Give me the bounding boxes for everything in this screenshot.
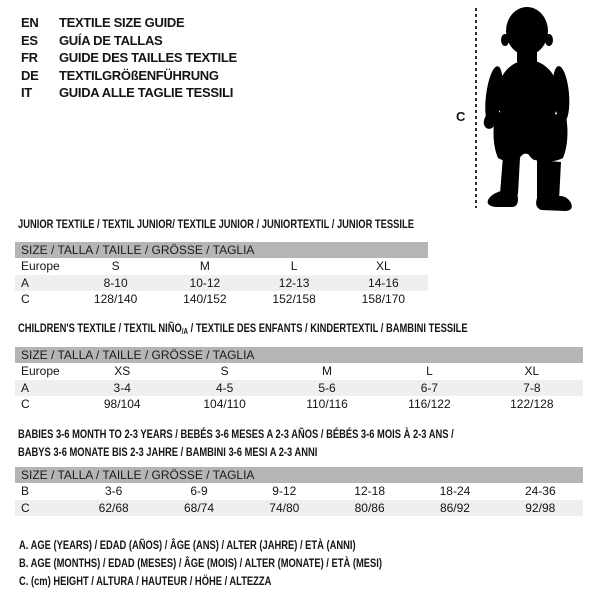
table-title-line (18, 215, 414, 233)
size-value: M (199, 259, 210, 274)
row-label: C (21, 292, 30, 307)
size-table-junior (15, 242, 428, 308)
toddler-silhouette-icon (482, 4, 600, 214)
size-value: 116/122 (408, 397, 451, 412)
row-label: A (21, 275, 30, 290)
size-value: 74/80 (269, 500, 300, 515)
table-row (15, 275, 428, 292)
row-label: C (21, 500, 30, 515)
size-value: 80/86 (354, 500, 385, 515)
size-value: 8-10 (103, 275, 128, 290)
size-value: 110/116 (306, 397, 348, 412)
language-row (21, 49, 237, 67)
table-title-children (18, 319, 468, 341)
table-row (15, 396, 583, 413)
size-value: 98/104 (103, 397, 141, 412)
size-value: 3-4 (113, 380, 131, 395)
language-label: TEXTILGRÖßENFÜHRUNG (59, 67, 219, 83)
language-label: GUIDA ALLE TAGLIE TESSILI (59, 85, 234, 101)
title-text: JUNIOR TEXTILE / TEXTIL JUNIOR/ TEXTILE JUNIOR / JUNIORTEXTIL / JUNIOR TESSILE (18, 217, 414, 231)
size-value: 9-12 (272, 484, 297, 499)
title-text: BABIES 3-6 MONTH TO 2-3 YEARS / BEBÉS 3-6 MESES A 2-3 AÑOS / BÉBÉS 3-6 MOIS À 2-3 ANS / (18, 427, 454, 441)
size-value: 12-18 (354, 484, 385, 499)
size-header-bar: SIZE / TALLA / TAILLE / GRÖSSE / TAGLIA (15, 467, 583, 483)
row-label: Europe (21, 259, 60, 274)
table-title-babies (18, 425, 454, 461)
size-value: 18-24 (439, 484, 471, 499)
language-row (21, 67, 237, 85)
title-subscript: /A (181, 327, 189, 336)
table-title-line (18, 425, 454, 443)
size-value: 158/170 (361, 292, 406, 307)
language-label: GUIDE DES TAILLES TEXTILE (59, 50, 237, 66)
size-value: S (111, 259, 120, 274)
size-value: 62/68 (98, 500, 129, 515)
size-value: 128/140 (93, 292, 138, 307)
size-value: 7-8 (523, 380, 541, 395)
size-value: 68/74 (183, 500, 214, 515)
size-value: 152/158 (272, 292, 316, 307)
language-code: FR (21, 50, 38, 66)
size-value: 12-13 (278, 275, 310, 290)
language-row (21, 14, 237, 32)
size-value: 10-12 (189, 275, 221, 290)
table-title-line (18, 319, 468, 341)
language-code: IT (21, 85, 32, 101)
table-title-line (18, 443, 454, 461)
title-text: / TEXTILE DES ENFANTS / KINDERTEXTIL / BAMBINI TESSILE (188, 321, 468, 335)
language-code: EN (21, 15, 39, 30)
size-header-bar: SIZE / TALLA / TAILLE / GRÖSSE / TAGLIA (15, 347, 583, 363)
table-title-junior (18, 215, 414, 233)
size-value: 14-16 (368, 275, 399, 290)
language-row (21, 84, 237, 102)
language-row (21, 32, 237, 50)
title-text: CHILDREN'S TEXTILE / TEXTIL NIÑO (18, 321, 182, 335)
title-text: BABYS 3-6 MONATE BIS 2-3 JAHRE / BAMBINI 3-6 MESI A 2-3 ANNI (18, 445, 318, 459)
row-label: B (21, 484, 30, 499)
table-row (15, 291, 428, 308)
size-value: L (290, 259, 298, 274)
size-value: 6-7 (420, 380, 439, 395)
size-value: XS (114, 364, 131, 379)
size-value: 104/110 (203, 397, 246, 412)
size-value: XL (376, 259, 391, 274)
size-value: 24-36 (524, 484, 556, 499)
size-table-babies (15, 467, 583, 516)
size-value: 92/98 (525, 500, 556, 515)
size-value: 86/92 (439, 500, 470, 515)
table-row (15, 258, 428, 275)
row-label: Europe (21, 364, 60, 379)
size-value: 6-9 (190, 484, 208, 499)
height-measure-label: C (456, 109, 466, 124)
table-row (15, 380, 583, 397)
height-measure-dashed-line (475, 8, 477, 208)
table-row (15, 363, 583, 380)
footnote-line: A. AGE (YEARS) / EDAD (AÑOS) / ÂGE (ANS) / ALTER (JAHRE) / ETÀ (ANNI) (19, 538, 356, 552)
footnote-line: B. AGE (MONTHS) / EDAD (MESES) / ÂGE (MOIS) / ALTER (MONATE) / ETÀ (MESI) (19, 556, 382, 570)
size-value: M (322, 364, 333, 379)
table-row (15, 483, 583, 500)
language-list (21, 14, 237, 102)
size-value: 122/128 (510, 397, 554, 412)
size-header-bar: SIZE / TALLA / TAILLE / GRÖSSE / TAGLIA (15, 242, 428, 258)
size-value: L (426, 364, 433, 379)
language-code: DE (21, 67, 39, 83)
footnote-line: C. (cm) HEIGHT / ALTURA / HAUTEUR / HÖHE / ALTEZZA (19, 574, 272, 588)
language-label: GUÍA DE TALLAS (59, 32, 163, 48)
row-label: A (21, 380, 30, 395)
size-table-children (15, 347, 583, 413)
table-row (15, 500, 583, 517)
size-value: 5-6 (318, 380, 336, 395)
language-code: ES (21, 32, 38, 48)
size-value: S (220, 364, 229, 379)
size-value: XL (524, 364, 540, 379)
size-value: 4-5 (215, 380, 234, 395)
size-value: 140/152 (183, 292, 227, 307)
row-label: C (21, 397, 30, 412)
size-value: 3-6 (104, 484, 123, 499)
language-label: TEXTILE SIZE GUIDE (59, 15, 185, 30)
footnotes (19, 536, 484, 590)
